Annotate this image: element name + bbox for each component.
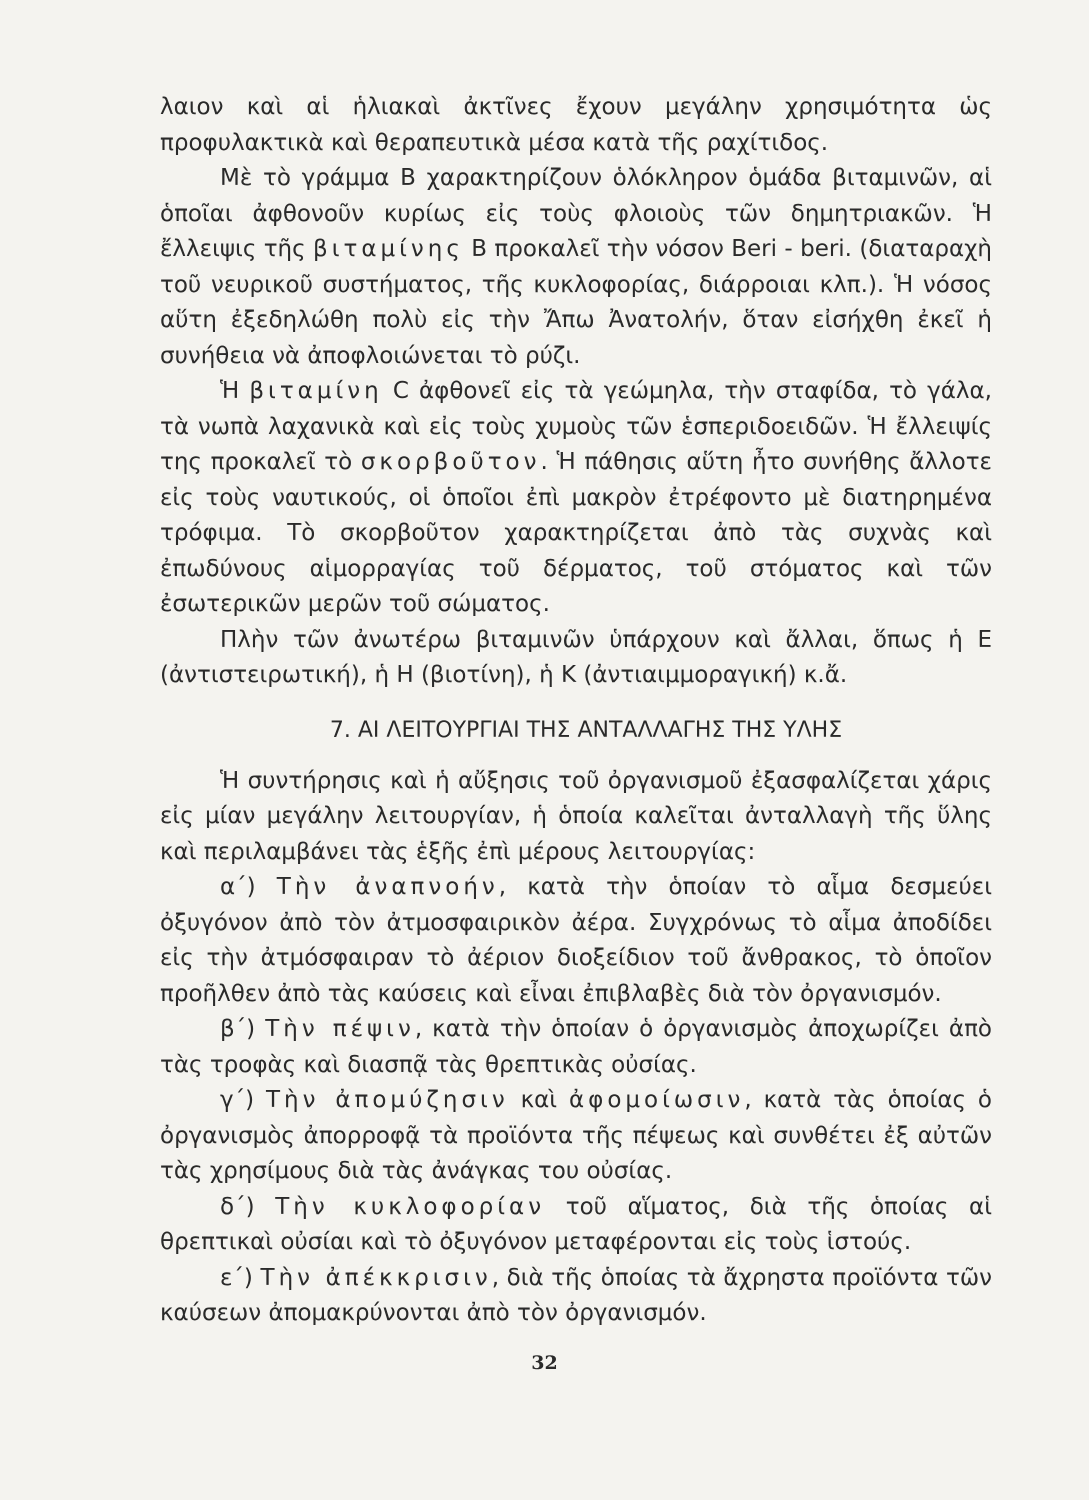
emphasized-term: βιταμίνη bbox=[249, 378, 383, 404]
emphasized-term: Τὴν κυκλοφορίαν bbox=[275, 1193, 546, 1220]
paragraph-text: Μὲ τὸ γράμμα Β χαρακτηρίζουν ὁλόκληρον ὁμάδα βιταμινῶν, αἱ ὁποῖαι ἀφθονοῦν κυρίως εἰς τοὺς φλοιοὺς τῶν δημητριακῶν. Ἡ ἔλλειψις τῆς bbox=[160, 165, 992, 262]
page-number: 32 bbox=[531, 1352, 558, 1374]
list-marker: δ΄) bbox=[220, 1193, 276, 1220]
section-heading: 7. ΑΙ ΛΕΙΤΟΥΡΓΙΑΙ ΤΗΣ ΑΝΤΑΛΛΑΓΗΣ ΤΗΣ ΥΛΗΣ bbox=[329, 717, 843, 743]
emphasized-term: Τὴν ἀπομύζησιν bbox=[265, 1087, 509, 1113]
emphasized-term: Τὴν ἀπέκκρισιν bbox=[260, 1264, 492, 1291]
list-marker: ε΄) bbox=[220, 1264, 261, 1291]
paragraph-text: , κατὰ τὰς ὁποίας ὁ ὀργανισμὸς ἀπορροφᾷ τὰ προϊόντα τῆς πέψεως καὶ συνθέτει ἐξ αὐτῶν τὰς χρησίμους διὰ τὰς ἀνάγκας του οὐσίας. bbox=[160, 1087, 992, 1184]
list-item-digestion bbox=[160, 1012, 992, 1083]
emphasized-term: ἀφομοίωσιν bbox=[568, 1087, 745, 1113]
body-text bbox=[160, 90, 992, 1332]
paragraph-text: τοῦ αἵματος, διὰ τῆς ὁποίας αἱ θρεπτικαὶ οὐσίαι καὶ τὸ ὀξυγόνον μεταφέρονται εἰς τοὺς ἱστούς. bbox=[160, 1193, 992, 1255]
paragraph-text: . Ἡ πάθησις αὕτη ἦτο συνήθης ἄλλοτε εἰς τοὺς ναυτικούς, οἱ ὁποῖοι ἐπὶ μακρὸν ἐτρέφοντο μὲ διατηρημένα τρόφιμα. Τὸ σκορβοῦτον χαρακτηρίζεται ἀπὸ τὰς συχνὰς καὶ ἐπωδύνους αἱμορραγίας τοῦ δέρματος, τοῦ στόματος καὶ τῶν ἐσωτερικῶν μερῶν τοῦ σώματος. bbox=[160, 449, 992, 617]
emphasized-term: σκορβοῦτον bbox=[360, 449, 541, 475]
paragraph-text: Πλὴν τῶν ἀνωτέρω βιταμινῶν ὑπάρχουν καὶ ἄλλαι, ὅπως ἡ Ε (ἀντιστειρωτική), ἡ Η (βιοτίνη), ἡ Κ (ἀντιαιμμοραγική) κ.ἄ. bbox=[160, 626, 992, 688]
list-marker: α΄) bbox=[220, 874, 277, 900]
list-item-excretion bbox=[160, 1261, 992, 1332]
paragraph-text: , κατὰ τὴν ὁποίαν ὁ ὀργανισμὸς ἀποχωρίζει ἀπὸ τὰς τροφὰς καὶ διασπᾷ τὰς θρεπτικὰς οὐσίας. bbox=[160, 1016, 992, 1078]
list-marker: β΄) bbox=[220, 1016, 266, 1042]
paragraph-text: , διὰ τῆς ὁποίας τὰ ἄχρηστα προϊόντα τῶν καύσεων ἀπομακρύνονται ἀπὸ τὸν ὀργανισμόν. bbox=[160, 1264, 993, 1326]
paragraph-vitamin-c bbox=[160, 374, 992, 623]
paragraph-text: Ἡ συντήρησις καὶ ἡ αὔξησις τοῦ ὀργανισμοῦ ἐξασφαλίζεται χάρις εἰς μίαν μεγάλην λειτουργίαν, ἡ ὁποία καλεῖται ἀνταλλαγὴ τῆς ὕλης καὶ περιλαμβάνει τὰς ἑξῆς ἐπὶ μέρους λειτουργίας: bbox=[160, 767, 992, 865]
emphasized-term: Τὴν ἀναπνοήν bbox=[276, 874, 499, 900]
emphasized-term: βιταμίνης bbox=[313, 236, 464, 262]
paragraph-text: Β προκαλεῖ τὴν νόσον Beri - beri. (διαταραχὴ τοῦ νευρικοῦ συστήματος, τῆς κυκλοφορίας, διάρροιαι κλπ.). Ἡ νόσος αὕτη ἐξεδηλώθη πολὺ εἰς τὴν Ἄπω Ἀνατολήν, ὅταν εἰσήχθη ἐκεῖ ἡ συνήθεια νὰ ἀποφλοιώνεται τὸ ρύζι. bbox=[160, 236, 992, 369]
paragraph-text: , κατὰ τὴν ὁποίαν τὸ αἷμα δεσμεύει ὀξυγόνον ἀπὸ τὸν ἀτμοσφαιρικὸν ἀέρα. Συγχρόνως τὸ αἷμα ἀποδίδει εἰς τὴν ἀτμόσφαιραν τὸ ἀέριον διοξείδιον τοῦ ἄνθρακος, τὸ ὁποῖον προῆλθεν ἀπὸ τὰς καύσεις καὶ εἶναι ἐπιβλαβὲς διὰ τὸν ὀργανισμόν. bbox=[160, 874, 992, 1007]
emphasized-term: Τὴν πέψιν bbox=[265, 1016, 415, 1042]
paragraph-metabolism-intro bbox=[160, 764, 992, 871]
paragraph-text: καὶ bbox=[508, 1087, 569, 1113]
paragraph-text: λαιον καὶ αἱ ἡλιακαὶ ἀκτῖνες ἔχουν μεγάλην χρησιμότητα ὡς προφυλακτικὰ καὶ θεραπευτικὰ μέσα κατὰ τῆς ραχίτιδος. bbox=[160, 94, 992, 156]
list-marker: γ΄) bbox=[220, 1087, 266, 1113]
paragraph-other-vitamins bbox=[160, 623, 992, 694]
paragraph-text: C ἀφθονεῖ εἰς τὰ γεώμηλα, τὴν σταφίδα, τὸ γάλα, τὰ νωπὰ λαχανικὰ καὶ εἰς τοὺς χυμοὺς τῶν ἑσπεριδοειδῶν. Ἡ ἔλλειψίς της προκαλεῖ τὸ bbox=[160, 378, 992, 475]
list-item-respiration bbox=[160, 870, 992, 1012]
paragraph-vitamin-b bbox=[160, 161, 992, 374]
list-item-absorption bbox=[160, 1083, 992, 1190]
paragraph-rickets-continuation bbox=[160, 90, 992, 161]
paragraph-text: Ἡ bbox=[220, 378, 250, 404]
list-item-circulation bbox=[160, 1190, 992, 1261]
